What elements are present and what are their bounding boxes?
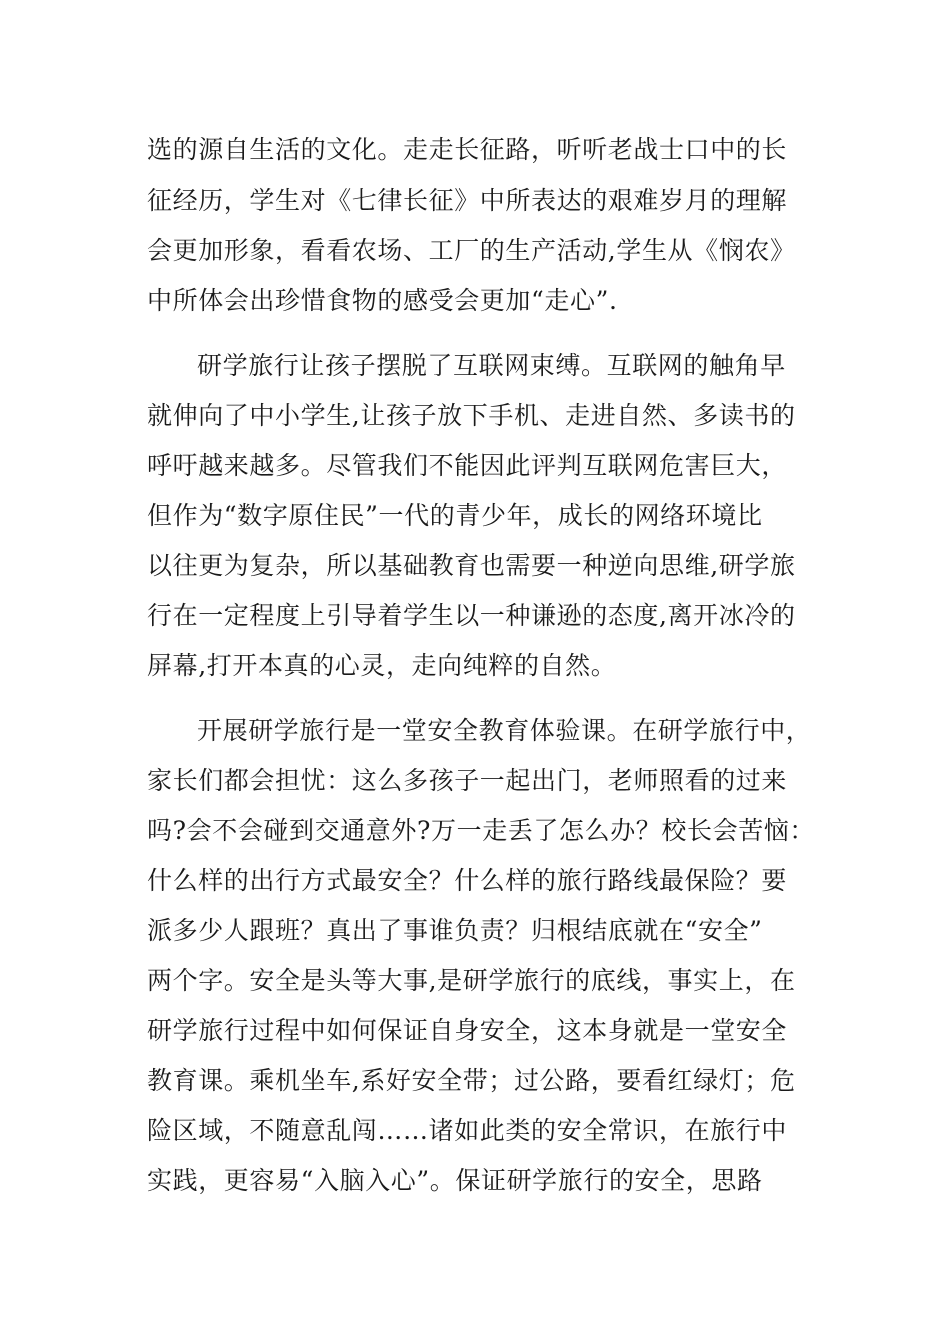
text-line: 实践，更容易“入脑入心”。保证研学旅行的安全，思路 [147, 1166, 763, 1195]
text-line: 研学旅行过程中如何保证自身安全，这本身就是一堂安全 [147, 1016, 788, 1045]
text-line: 教育课。乘机坐车,系好安全带；过公路，要看红绿灯；危 [147, 1066, 796, 1095]
text-line: 家长们都会担忧：这么多孩子一起出门，老师照看的过来 [147, 766, 788, 795]
paragraph-first-line: 开展研学旅行是一堂安全教育体验课。在研学旅行中， [197, 716, 812, 745]
text-line: 什么样的出行方式最安全？什么样的旅行路线最保险？要 [147, 866, 788, 895]
text-line: 派多少人跟班？真出了事谁负责？归根结底就在“安全” [147, 916, 763, 945]
text-line: 以往更为复杂，所以基础教育也需要一种逆向思维,研学旅 [147, 551, 796, 580]
text-line: 就伸向了中小学生,让孩子放下手机、走进自然、多读书的 [147, 401, 796, 430]
text-line: 行在一定程度上引导着学生以一种谦逊的态度,离开冰冷的 [147, 601, 796, 630]
text-line: 险区域，不随意乱闯……诸如此类的安全常识，在旅行中 [147, 1116, 788, 1145]
text-line: 选的源自生活的文化。走走长征路，听听老战士口中的长 [147, 135, 788, 164]
text-line: 屏幕,打开本真的心灵，走向纯粹的自然。 [147, 651, 617, 680]
text-line: 两个字。安全是头等大事,是研学旅行的底线，事实上，在 [147, 966, 796, 995]
paragraph-first-line: 研学旅行让孩子摆脱了互联网束缚。互联网的触角早 [197, 351, 786, 380]
text-line: 但作为“数字原住民”一代的青少年，成长的网络环境比 [147, 501, 763, 530]
text-line: 呼吁越来越多。尽管我们不能因此评判互联网危害巨大， [147, 451, 788, 480]
text-line: 中所体会出珍惜食物的感受会更加“走心”. [147, 286, 618, 315]
text-line: 会更加形象，看看农场、工厂的生产活动,学生从《悯农》 [147, 236, 796, 265]
text-line: 征经历，学生对《七律长征》中所表达的艰难岁月的理解 [147, 186, 788, 215]
text-line: 吗?会不会碰到交通意外?万一走丢了怎么办？校长会苦恼： [147, 816, 816, 845]
